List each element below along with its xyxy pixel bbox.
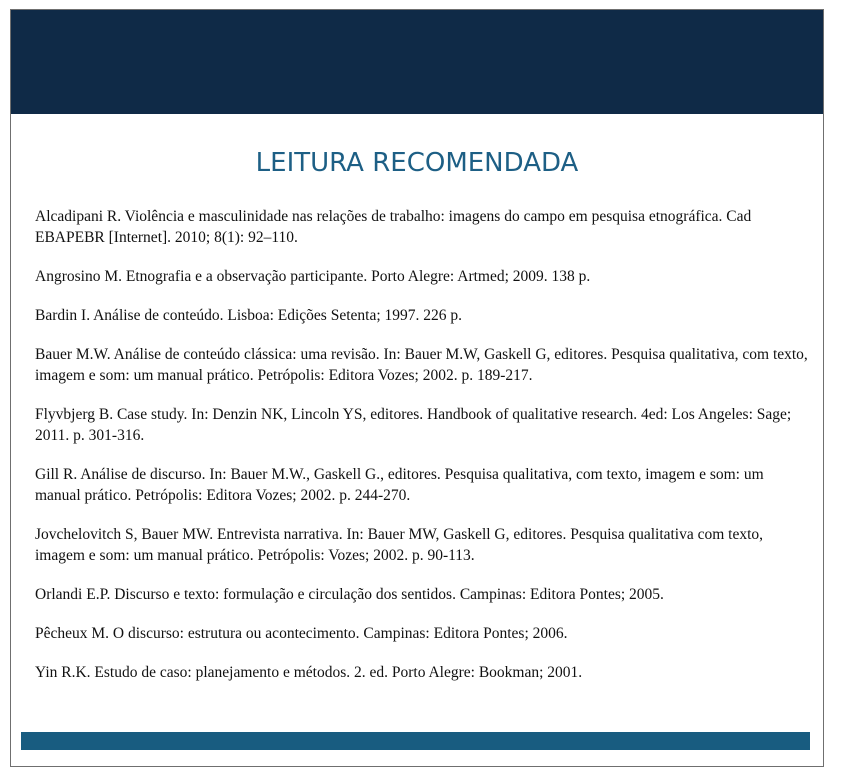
reference-item: Flyvbjerg B. Case study. In: Denzin NK, Lincoln YS, editores. Handbook of qualitative research. 4ed: Los Angeles: Sage; 2011. p. 301-316. (35, 406, 792, 444)
reference-item: Yin R.K. Estudo de caso: planejamento e métodos. 2. ed. Porto Alegre: Bookman; 2001. (35, 664, 583, 681)
reference-item: Orlandi E.P. Discurso e texto: formulação e circulação dos sentidos. Campinas: Editora Pontes; 2005. (35, 586, 664, 603)
reference-item: Gill R. Análise de discurso. In: Bauer M.W., Gaskell G., editores. Pesquisa qualitativa, com texto, imagem e som: um manual prático. Petrópolis: Editora Vozes; 2002. p. 244-270. (35, 466, 764, 504)
reference-item: Bardin I. Análise de conteúdo. Lisboa: Edições Setenta; 1997. 226 p. (35, 307, 463, 324)
footer-bar (21, 732, 810, 750)
page-title: LEITURA RECOMENDADA (255, 148, 579, 178)
header-band (11, 10, 823, 114)
reference-item: Alcadipani R. Violência e masculinidade nas relações de trabalho: imagens do campo em pesquisa etnográfica. Cad EBAPEBR [Internet]. 2010; 8(1): 92–110. (35, 208, 752, 246)
reference-item: Angrosino M. Etnografia e a observação participante. Porto Alegre: Artmed; 2009. 138 p. (35, 268, 591, 285)
slide (10, 9, 824, 767)
reference-list (35, 206, 811, 701)
reference-item: Pêcheux M. O discurso: estrutura ou acontecimento. Campinas: Editora Pontes; 2006. (35, 625, 568, 642)
reference-item: Bauer M.W. Análise de conteúdo clássica: uma revisão. In: Bauer M.W, Gaskell G, editores. Pesquisa qualitativa, com texto, imagem e som: um manual prático. Petrópolis: Editora Vozes; 2002. p. 189-217. (35, 346, 808, 384)
reference-item: Jovchelovitch S, Bauer MW. Entrevista narrativa. In: Bauer MW, Gaskell G, editores. Pesquisa qualitativa com texto, imagem e som: um manual prático. Petrópolis: Vozes; 2002. p. 90-113. (35, 526, 764, 564)
